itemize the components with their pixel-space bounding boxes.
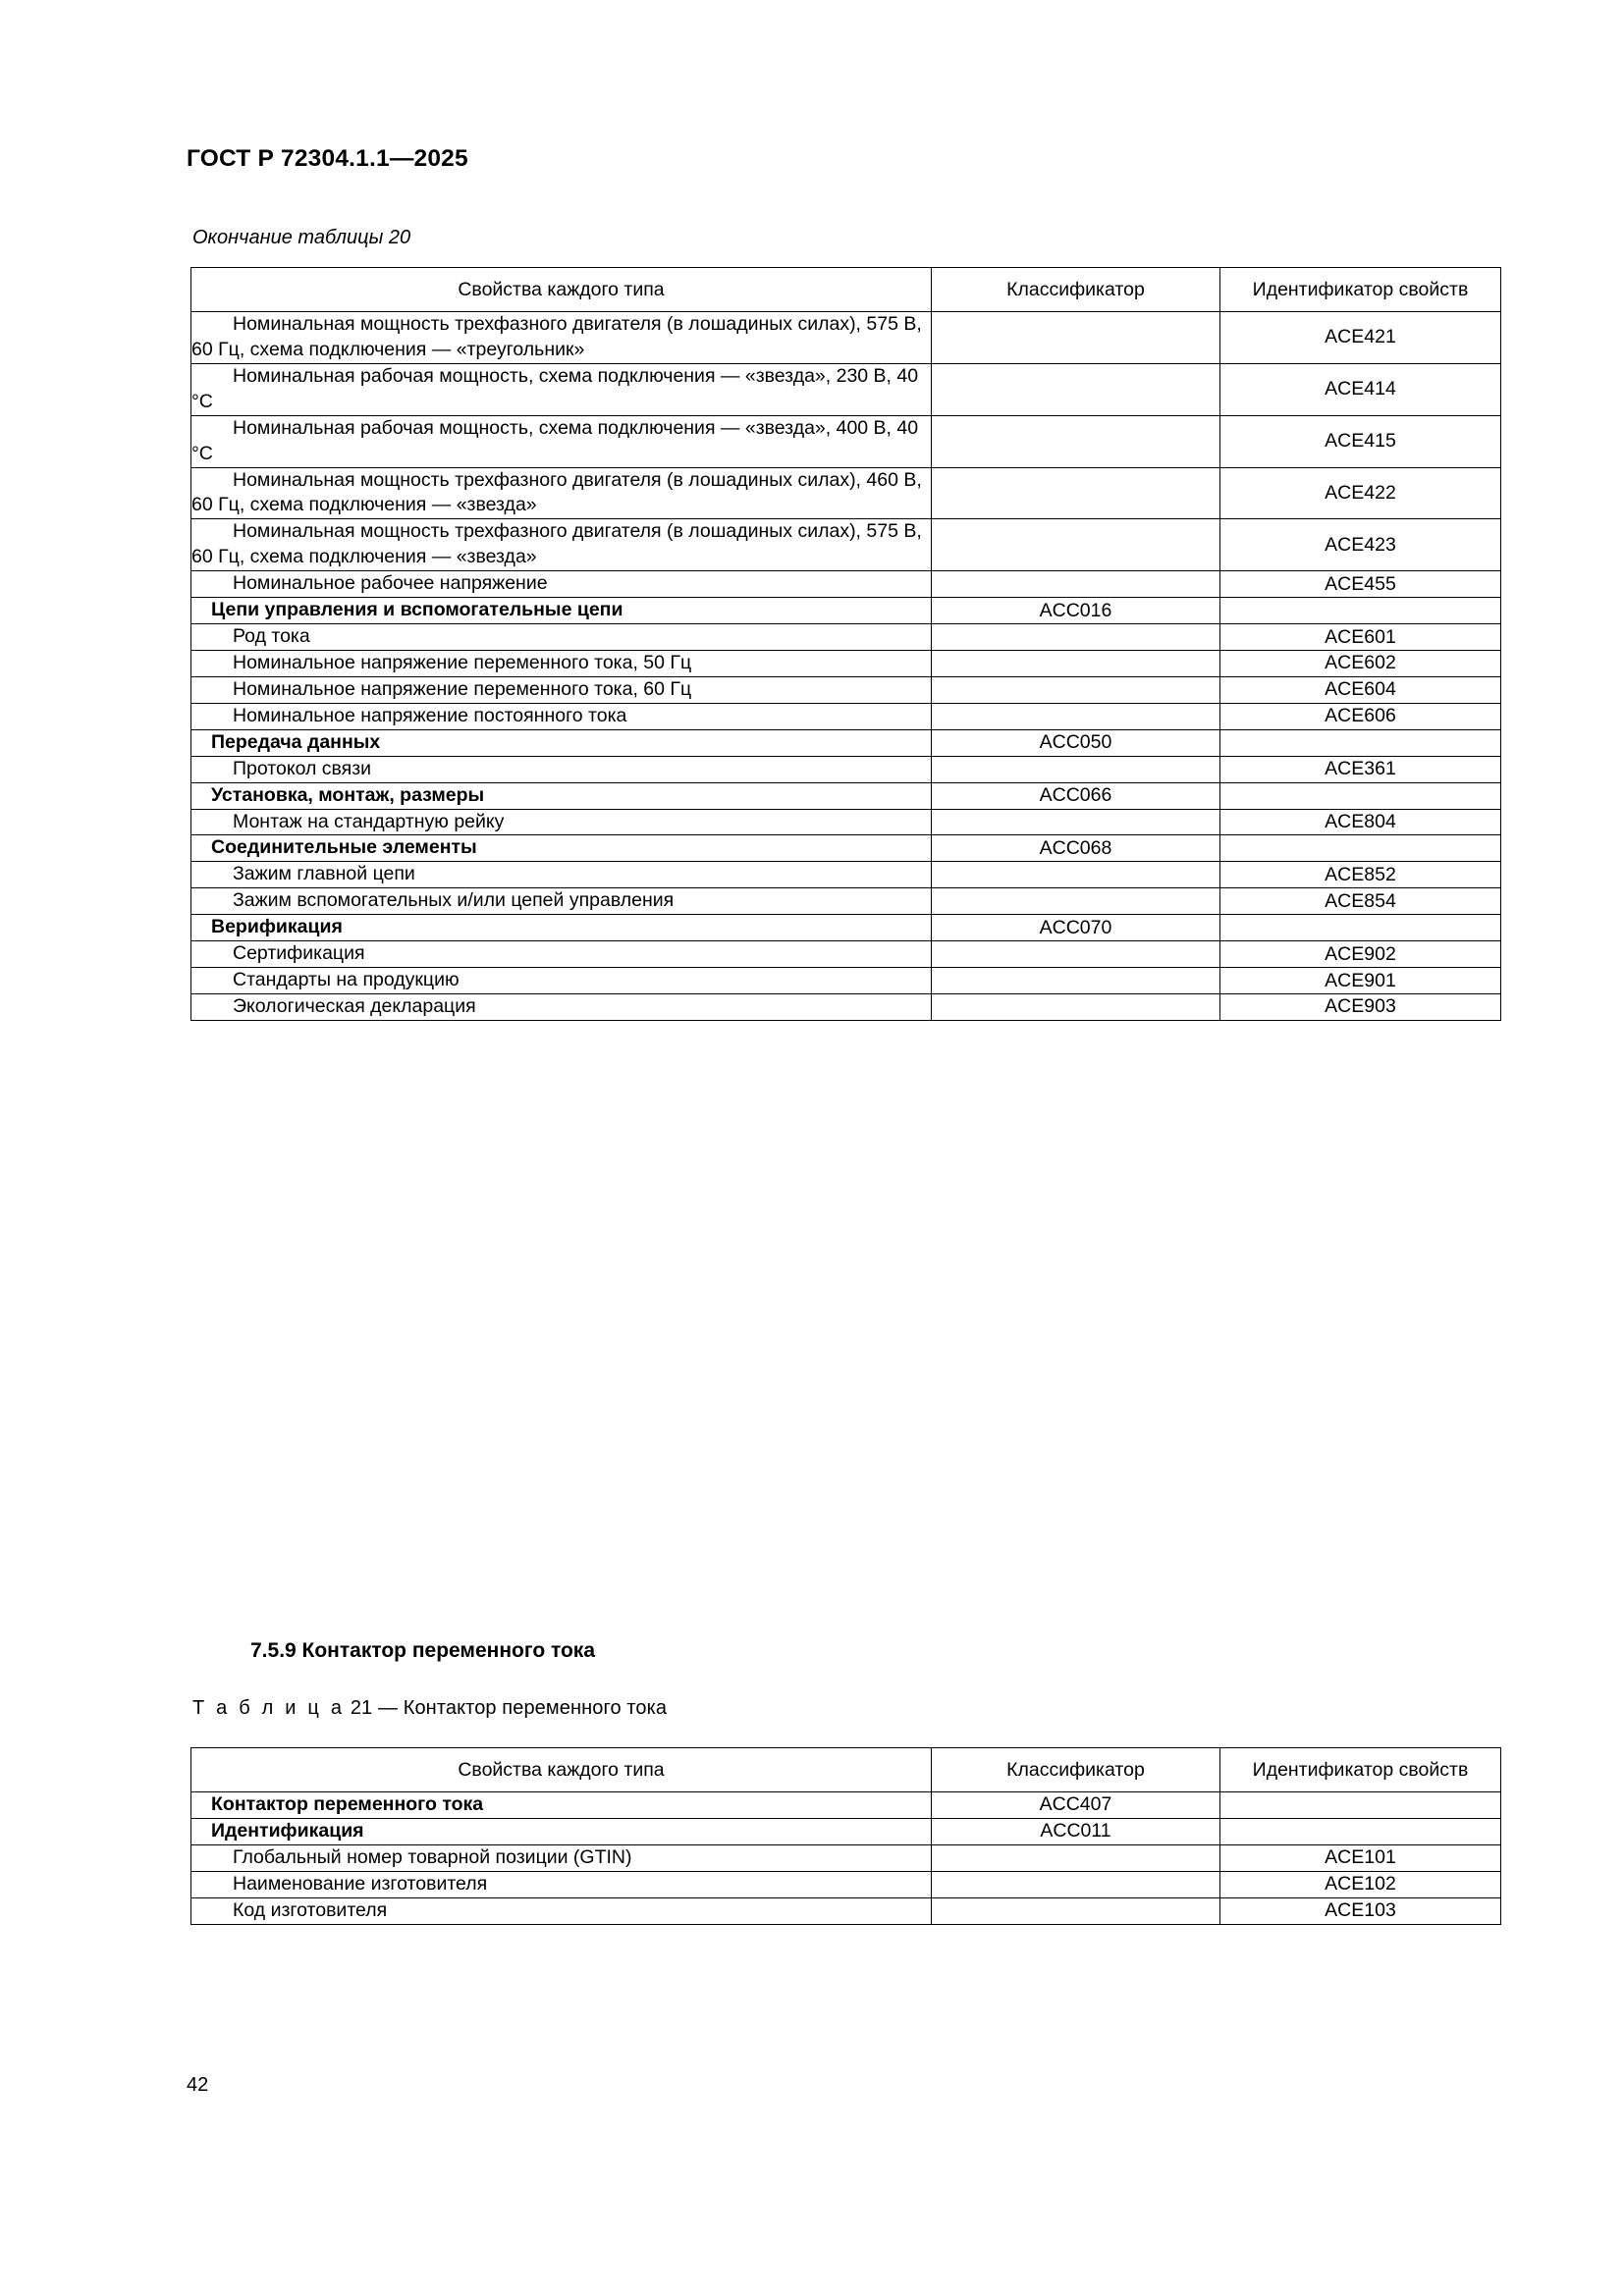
row-identifier: ACE854 <box>1220 888 1501 915</box>
table-row <box>191 993 1501 1020</box>
row-classifier <box>932 363 1220 415</box>
row-property: Контактор переменного тока <box>191 1792 932 1819</box>
table-row <box>191 1897 1501 1924</box>
row-identifier: ACE103 <box>1220 1897 1501 1924</box>
table-row <box>191 624 1501 651</box>
row-identifier: ACE421 <box>1220 312 1501 364</box>
section-heading: 7.5.9 Контактор переменного тока <box>250 1639 596 1662</box>
row-classifier <box>932 993 1220 1020</box>
row-classifier <box>932 415 1220 467</box>
row-property: Зажим вспомогательных и/или цепей управления <box>191 888 932 915</box>
table-row <box>191 729 1501 756</box>
table-row <box>191 571 1501 598</box>
row-classifier <box>932 312 1220 364</box>
row-identifier <box>1220 915 1501 941</box>
table-row <box>191 782 1501 809</box>
row-classifier <box>932 1844 1220 1871</box>
row-classifier <box>932 809 1220 835</box>
row-identifier <box>1220 835 1501 862</box>
row-identifier: ACE902 <box>1220 941 1501 968</box>
table-row <box>191 888 1501 915</box>
row-property: Номинальная рабочая мощность, схема подключения — «звезда», 400 В, 40 °С <box>191 415 932 467</box>
row-classifier: ACC050 <box>932 729 1220 756</box>
table-row <box>191 1792 1501 1819</box>
row-classifier <box>932 624 1220 651</box>
row-identifier: ACE602 <box>1220 650 1501 676</box>
row-property: Номинальная мощность трехфазного двигателя (в лошадиных силах), 575 В, 60 Гц, схема подключения — «звезда» <box>191 519 932 571</box>
row-classifier <box>932 941 1220 968</box>
table-20-body <box>191 268 1501 1021</box>
row-identifier: ACE414 <box>1220 363 1501 415</box>
row-identifier: ACE102 <box>1220 1871 1501 1897</box>
table-20 <box>190 267 1501 1021</box>
row-identifier <box>1220 1818 1501 1844</box>
table-21-caption-text: — Контактор переменного тока <box>377 1697 668 1719</box>
row-property: Идентификация <box>191 1818 932 1844</box>
row-classifier <box>932 571 1220 598</box>
row-identifier: ACE601 <box>1220 624 1501 651</box>
table-row <box>191 598 1501 624</box>
table-row <box>191 968 1501 994</box>
row-property: Номинальное напряжение постоянного тока <box>191 703 932 729</box>
row-identifier: ACE606 <box>1220 703 1501 729</box>
row-property: Номинальное напряжение переменного тока, 50 Гц <box>191 650 932 676</box>
table-21-caption-number: 21 <box>350 1697 373 1719</box>
row-classifier <box>932 756 1220 782</box>
table-20-col-header-classifier: Классификатор <box>932 268 1220 312</box>
row-property: Зажим главной цепи <box>191 862 932 888</box>
row-property: Монтаж на стандартную рейку <box>191 809 932 835</box>
table-row <box>191 1871 1501 1897</box>
page-header-standard-number: ГОСТ Р 72304.1.1—2025 <box>187 145 468 172</box>
row-classifier <box>932 888 1220 915</box>
row-property: Номинальная мощность трехфазного двигателя (в лошадиных силах), 575 В, 60 Гц, схема подключения — «треугольник» <box>191 312 932 364</box>
row-property: Установка, монтаж, размеры <box>191 782 932 809</box>
table-21-body <box>191 1748 1501 1925</box>
table-row <box>191 676 1501 703</box>
row-property: Верификация <box>191 915 932 941</box>
row-property: Передача данных <box>191 729 932 756</box>
row-property: Код изготовителя <box>191 1897 932 1924</box>
row-classifier <box>932 862 1220 888</box>
row-property: Номинальное рабочее напряжение <box>191 571 932 598</box>
row-property: Стандарты на продукцию <box>191 968 932 994</box>
table-20-col-header-property: Свойства каждого типа <box>191 268 932 312</box>
row-classifier <box>932 676 1220 703</box>
row-identifier: ACE423 <box>1220 519 1501 571</box>
row-classifier: ACC016 <box>932 598 1220 624</box>
row-property: Номинальная мощность трехфазного двигателя (в лошадиных силах), 460 В, 60 Гц, схема подключения — «звезда» <box>191 467 932 519</box>
table-row <box>191 415 1501 467</box>
table-21-header-row <box>191 1748 1501 1792</box>
row-classifier <box>932 519 1220 571</box>
row-identifier <box>1220 1792 1501 1819</box>
table-row <box>191 363 1501 415</box>
page-number: 42 <box>187 2074 209 2096</box>
table-continuation-label: Окончание таблицы 20 <box>192 227 411 248</box>
row-property: Сертификация <box>191 941 932 968</box>
table-row <box>191 519 1501 571</box>
row-identifier: ACE361 <box>1220 756 1501 782</box>
row-property: Глобальный номер товарной позиции (GTIN) <box>191 1844 932 1871</box>
table-21-col-header-property: Свойства каждого типа <box>191 1748 932 1792</box>
table-21 <box>190 1747 1501 1925</box>
table-21-caption-prefix: Т а б л и ц а <box>192 1697 346 1719</box>
row-classifier: ACC407 <box>932 1792 1220 1819</box>
row-identifier: ACE903 <box>1220 993 1501 1020</box>
table-row <box>191 1818 1501 1844</box>
table-21-col-header-classifier: Классификатор <box>932 1748 1220 1792</box>
table-row <box>191 467 1501 519</box>
row-identifier <box>1220 782 1501 809</box>
row-classifier: ACC068 <box>932 835 1220 862</box>
table-row <box>191 835 1501 862</box>
row-identifier: ACE901 <box>1220 968 1501 994</box>
table-20-col-header-identifier: Идентификатор свойств <box>1220 268 1501 312</box>
row-identifier: ACE604 <box>1220 676 1501 703</box>
row-identifier: ACE422 <box>1220 467 1501 519</box>
row-property: Протокол связи <box>191 756 932 782</box>
row-classifier: ACC066 <box>932 782 1220 809</box>
row-classifier: ACC070 <box>932 915 1220 941</box>
row-property: Род тока <box>191 624 932 651</box>
table-row <box>191 1844 1501 1871</box>
table-row <box>191 941 1501 968</box>
row-classifier <box>932 703 1220 729</box>
row-classifier <box>932 1897 1220 1924</box>
table-row <box>191 862 1501 888</box>
table-21-caption <box>192 1697 667 1720</box>
row-property: Наименование изготовителя <box>191 1871 932 1897</box>
row-identifier: ACE415 <box>1220 415 1501 467</box>
row-identifier: ACE101 <box>1220 1844 1501 1871</box>
row-property: Цепи управления и вспомогательные цепи <box>191 598 932 624</box>
row-property: Номинальная рабочая мощность, схема подключения — «звезда», 230 В, 40 °С <box>191 363 932 415</box>
table-row <box>191 809 1501 835</box>
row-classifier <box>932 968 1220 994</box>
table-row <box>191 312 1501 364</box>
table-row <box>191 650 1501 676</box>
table-row <box>191 703 1501 729</box>
table-row <box>191 915 1501 941</box>
table-row <box>191 756 1501 782</box>
row-identifier <box>1220 598 1501 624</box>
row-identifier <box>1220 729 1501 756</box>
row-property: Экологическая декларация <box>191 993 932 1020</box>
row-classifier <box>932 467 1220 519</box>
row-classifier <box>932 650 1220 676</box>
row-classifier: ACC011 <box>932 1818 1220 1844</box>
table-21-col-header-identifier: Идентификатор свойств <box>1220 1748 1501 1792</box>
row-identifier: ACE455 <box>1220 571 1501 598</box>
row-identifier: ACE852 <box>1220 862 1501 888</box>
row-property: Номинальное напряжение переменного тока, 60 Гц <box>191 676 932 703</box>
row-identifier: ACE804 <box>1220 809 1501 835</box>
row-classifier <box>932 1871 1220 1897</box>
row-property: Соединительные элементы <box>191 835 932 862</box>
table-20-header-row <box>191 268 1501 312</box>
